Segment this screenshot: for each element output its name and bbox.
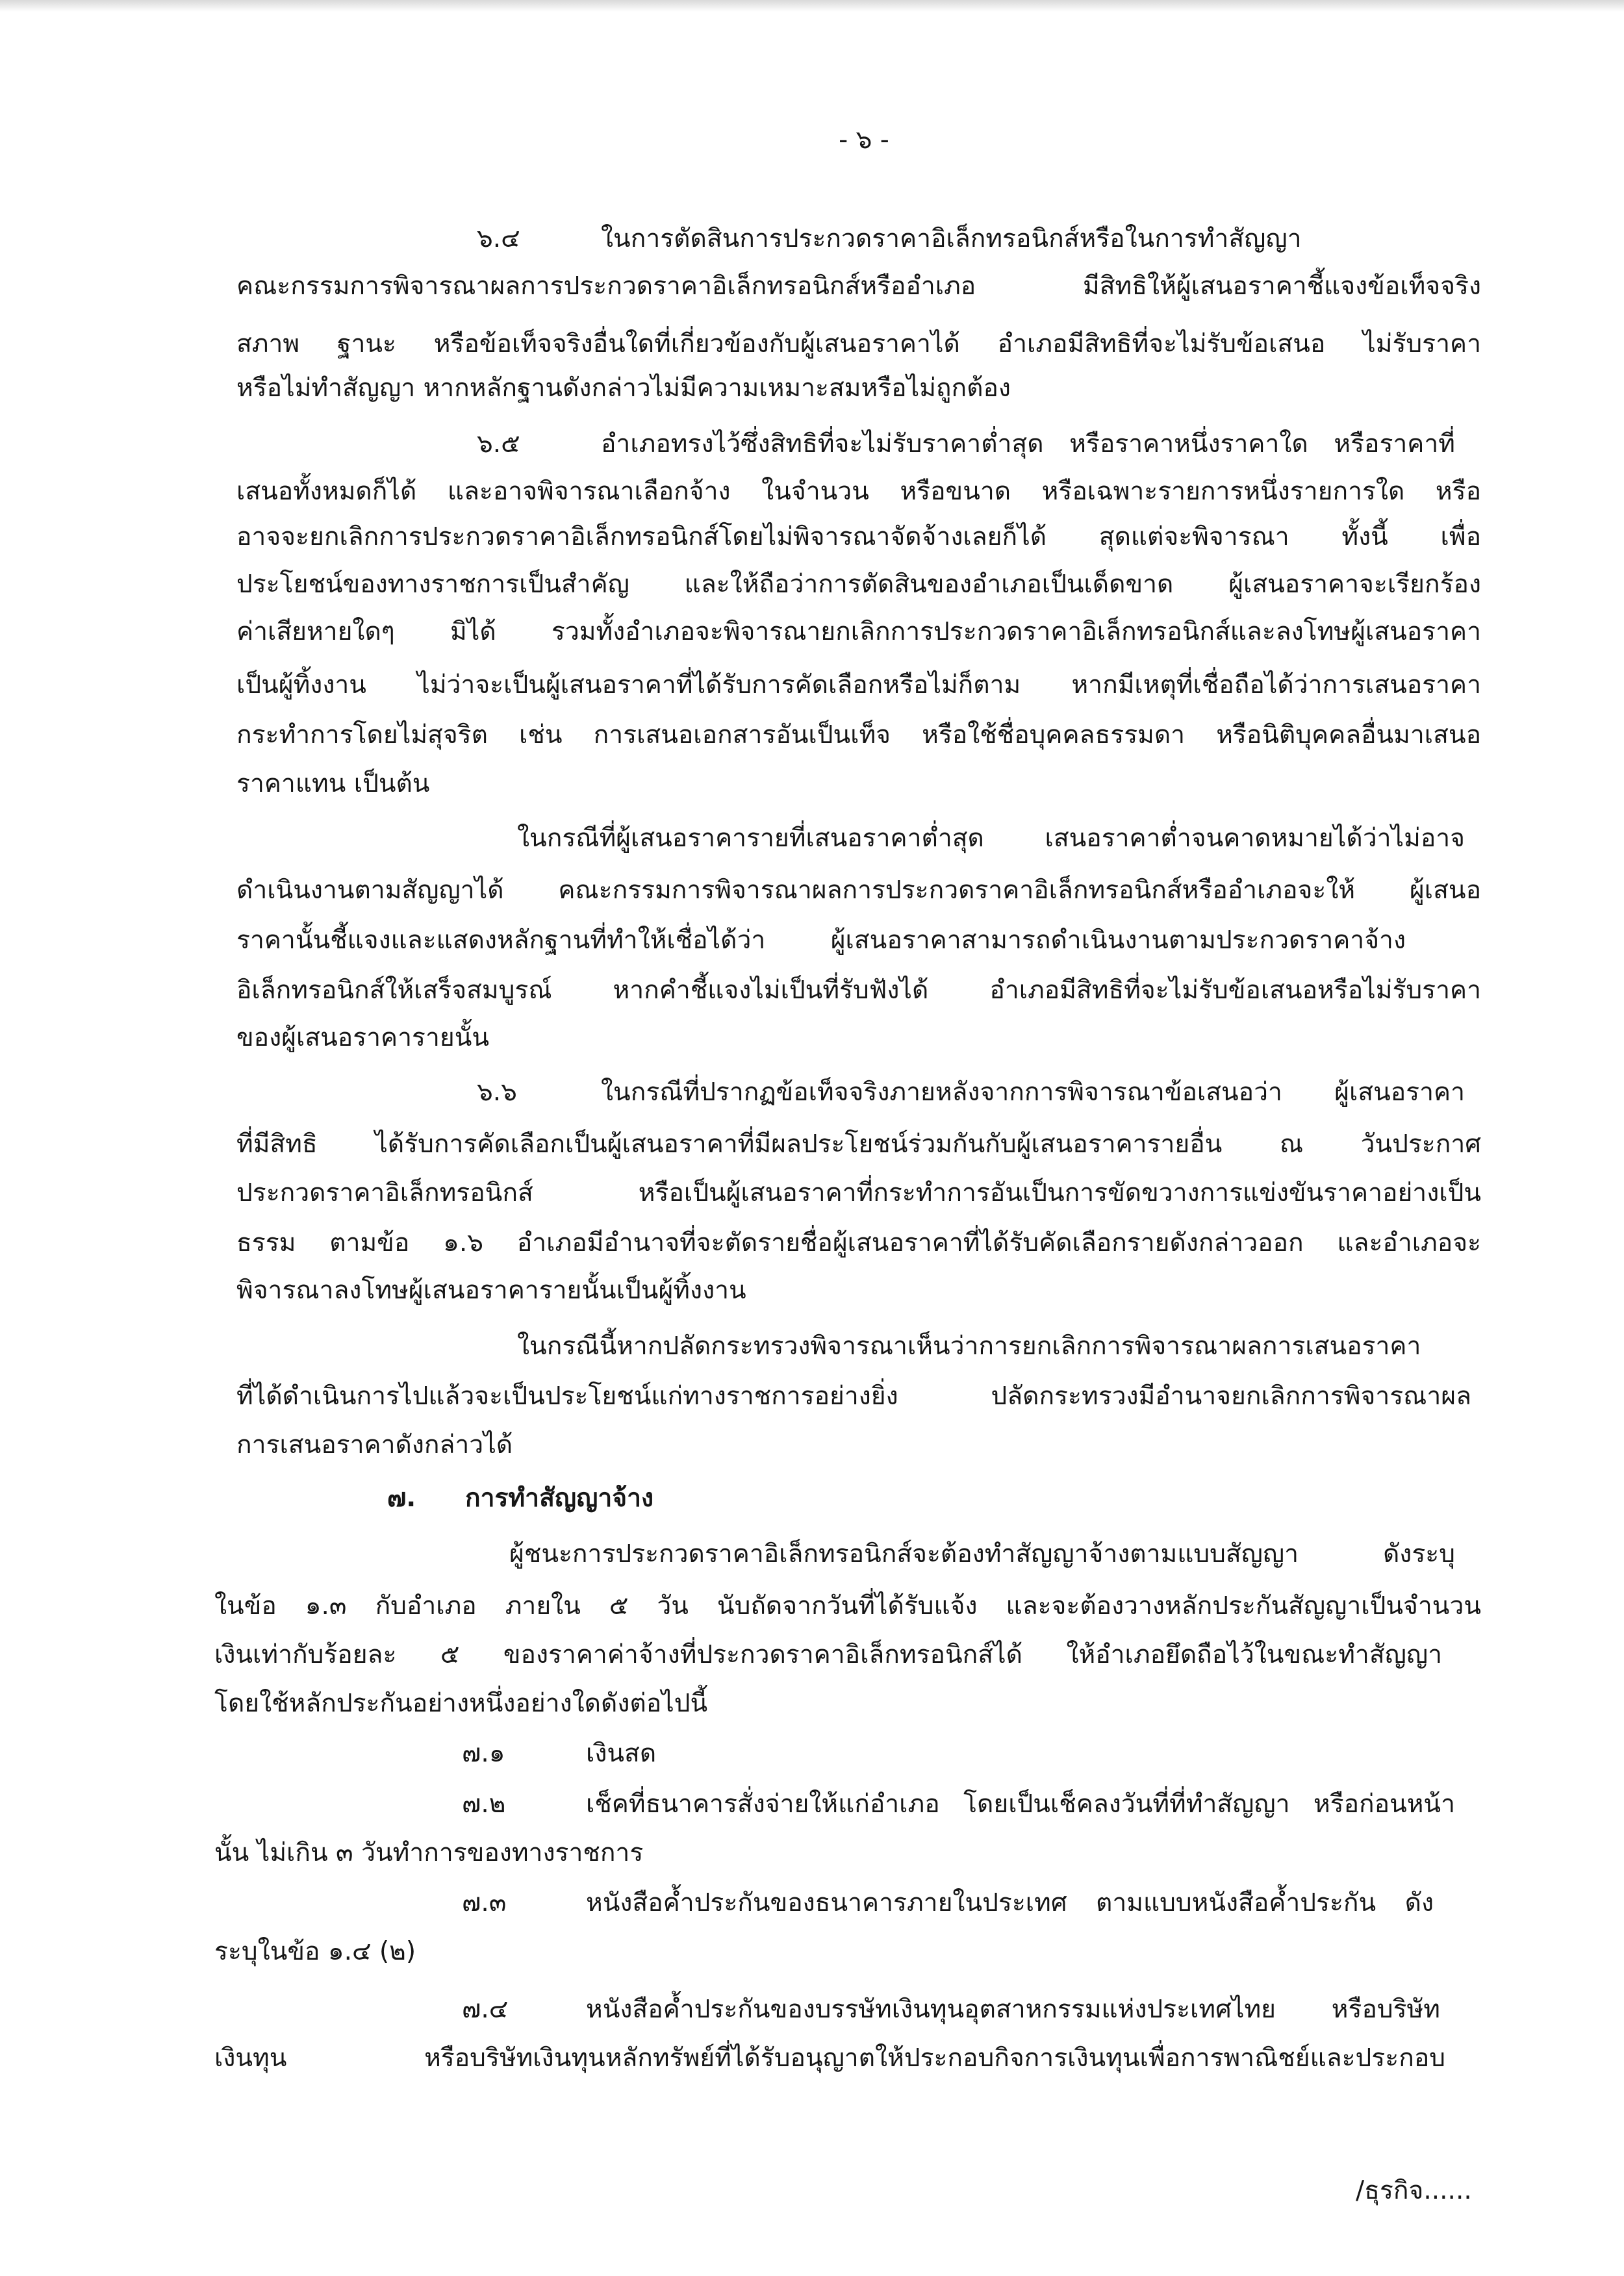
clause-7-3-line-1: หนังสือค้ำประกันของธนาคารภายในประเทศ ตามแบบหนังสือค้ำประกัน ดัง: [586, 1888, 1434, 1917]
clause-6-5-line-8: ราคาแทน เป็นต้น: [236, 769, 430, 798]
clause-6-6-line-1: ในกรณีที่ปรากฏข้อเท็จจริงภายหลังจากการพิจารณาข้อเสนอว่า ผู้เสนอราคา: [601, 1078, 1465, 1107]
clause-7-3-number: ๗.๓: [462, 1888, 507, 1917]
clause-7-2-line-1: เช็คที่ธนาคารสั่งจ่ายให้แก่อำเภอ โดยเป็นเช็คลงวันที่ที่ทำสัญญา หรือก่อนหน้า: [586, 1789, 1455, 1819]
clause-6-5-p2-line-3: ราคานั้นชี้แจงและแสดงหลักฐานที่ทำให้เชื่อได้ว่า ผู้เสนอราคาสามารถดำเนินงานตามประกวดราคาจ้าง: [236, 926, 1406, 955]
clause-6-6-number: ๖.๖: [477, 1078, 517, 1107]
clause-6-5-p2-line-5: ของผู้เสนอราคารายนั้น: [236, 1023, 490, 1052]
section-7-number: ๗.: [387, 1484, 416, 1513]
clause-6-4-line-3: สภาพ ฐานะ หรือข้อเท็จจริงอื่นใดที่เกี่ยวข้องกับผู้เสนอราคาได้ อำเภอมีสิทธิที่จะไม่รับข้อเสนอ ไม่รับราคา: [236, 329, 1481, 359]
section-7-line-4: โดยใช้หลักประกันอย่างหนึ่งอย่างใดดังต่อไปนี้: [214, 1689, 708, 1718]
clause-6-5-line-3: อาจจะยกเลิกการประกวดราคาอิเล็กทรอนิกส์โดยไม่พิจารณาจัดจ้างเลยก็ได้ สุดแต่จะพิจารณา ทั้งนี้ เพื่อ: [236, 522, 1481, 551]
clause-7-3-line-2: ระบุในข้อ ๑.๔ (๒): [214, 1937, 416, 1966]
clause-6-5-line-6: เป็นผู้ทิ้งงาน ไม่ว่าจะเป็นผู้เสนอราคาที่ได้รับการคัดเลือกหรือไม่ก็ตาม หากมีเหตุที่เชื่อถือได้ว่าการเสนอราคา: [236, 670, 1481, 700]
clause-6-4-line-1: ในการตัดสินการประกวดราคาอิเล็กทรอนิกส์หรือในการทำสัญญา: [601, 224, 1302, 253]
clause-6-5-line-2: เสนอทั้งหมดก็ได้ และอาจพิจารณาเลือกจ้าง ในจำนวน หรือขนาด หรือเฉพาะรายการหนึ่งรายการใด หรือ: [236, 477, 1481, 506]
clause-6-5-p2-line-2: ดำเนินงานตามสัญญาได้ คณะกรรมการพิจารณาผลการประกวดราคาอิเล็กทรอนิกส์หรืออำเภอจะให้ ผู้เสนอ: [236, 876, 1481, 905]
clause-6-6-line-5: พิจารณาลงโทษผู้เสนอราคารายนั้นเป็นผู้ทิ้งงาน: [236, 1276, 746, 1305]
section-7-line-3: เงินเท่ากับร้อยละ ๕ ของราคาค่าจ้างที่ประกวดราคาอิเล็กทรอนิกส์ได้ ให้อำเภอยึดถือไว้ในขณะทำสัญญา: [214, 1640, 1442, 1669]
clause-6-6-line-3: ประกวดราคาอิเล็กทรอนิกส์ หรือเป็นผู้เสนอราคาที่กระทำการอันเป็นการขัดขวางการแข่งขันราคาอย่างเป็น: [236, 1178, 1481, 1208]
clause-6-4-line-2: คณะกรรมการพิจารณาผลการประกวดราคาอิเล็กทรอนิกส์หรืออำเภอ มีสิทธิให้ผู้เสนอราคาชี้แจงข้อเท็จจริง: [236, 272, 1481, 301]
clause-6-5-line-7: กระทำการโดยไม่สุจริต เช่น การเสนอเอกสารอันเป็นเท็จ หรือใช้ชื่อบุคคลธรรมดา หรือนิติบุคคลอื่นมาเสนอ: [236, 720, 1481, 750]
clause-6-6-p2-line-2: ที่ได้ดำเนินการไปแล้วจะเป็นประโยชน์แก่ทางราชการอย่างยิ่ง ปลัดกระทรวงมีอำนาจยกเลิกการพิจารณาผล: [236, 1382, 1471, 1411]
clause-6-6-line-4: ธรรม ตามข้อ ๑.๖ อำเภอมีอำนาจที่จะตัดรายชื่อผู้เสนอราคาที่ได้รับคัดเลือกรายดังกล่าวออก และอำเภอจะ: [236, 1228, 1481, 1258]
clause-6-5-line-5: ค่าเสียหายใดๆ มิได้ รวมทั้งอำเภอจะพิจารณายกเลิกการประกวดราคาอิเล็กทรอนิกส์และลงโทษผู้เสนอราคา: [236, 617, 1481, 646]
continuation-marker: /ธุรกิจ......: [1356, 2176, 1472, 2205]
clause-7-4-line-1: หนังสือค้ำประกันของบรรษัทเงินทุนอุตสาหกรรมแห่งประเทศไทย หรือบริษัท: [586, 1995, 1440, 2024]
clause-7-1-number: ๗.๑: [462, 1739, 505, 1768]
clause-6-6-p2-line-3: การเสนอราคาดังกล่าวได้: [236, 1430, 513, 1460]
clause-6-4-number: ๖.๔: [477, 224, 520, 253]
clause-6-5-p2-line-4: อิเล็กทรอนิกส์ให้เสร็จสมบูรณ์ หากคำชี้แจงไม่เป็นที่รับฟังได้ อำเภอมีสิทธิที่จะไม่รับข้อเสนอหรือไม่รับราคา: [236, 976, 1481, 1005]
clause-7-2-number: ๗.๒: [462, 1789, 506, 1819]
section-7-line-1: ผู้ชนะการประกวดราคาอิเล็กทรอนิกส์จะต้องทำสัญญาจ้างตามแบบสัญญา ดังระบุ: [509, 1539, 1455, 1569]
clause-6-4-line-4: หรือไม่ทำสัญญา หากหลักฐานดังกล่าวไม่มีความเหมาะสมหรือไม่ถูกต้อง: [236, 373, 1011, 403]
page-number: - ๖ -: [839, 125, 889, 155]
clause-7-4-line-2: เงินทุน หรือบริษัทเงินทุนหลักทรัพย์ที่ได้รับอนุญาตให้ประกอบกิจการเงินทุนเพื่อการพาณิชย์และประกอบ: [214, 2043, 1445, 2073]
clause-6-5-p2-line-1: ในกรณีที่ผู้เสนอราคารายที่เสนอราคาต่ำสุด เสนอราคาต่ำจนคาดหมายได้ว่าไม่อาจ: [517, 824, 1465, 853]
clause-7-1-line-1: เงินสด: [586, 1739, 657, 1768]
section-7-title: การทำสัญญาจ้าง: [465, 1484, 654, 1513]
clause-6-6-p2-line-1: ในกรณีนี้หากปลัดกระทรวงพิจารณาเห็นว่าการยกเลิกการพิจารณาผลการเสนอราคา: [517, 1332, 1421, 1361]
clause-6-6-line-2: ที่มีสิทธิ ได้รับการคัดเลือกเป็นผู้เสนอราคาที่มีผลประโยชน์ร่วมกันกับผู้เสนอราคารายอื่น ณ วันประกาศ: [236, 1130, 1481, 1159]
clause-7-2-line-2: นั้น ไม่เกิน ๓ วันทำการของทางราชการ: [214, 1838, 644, 1867]
clause-6-5-line-4: ประโยชน์ของทางราชการเป็นสำคัญ และให้ถือว่าการตัดสินของอำเภอเป็นเด็ดขาด ผู้เสนอราคาจะเรียกร้อง: [236, 570, 1481, 599]
section-7-line-2: ในข้อ ๑.๓ กับอำเภอ ภายใน ๕ วัน นับถัดจากวันที่ได้รับแจ้ง และจะต้องวางหลักประกันสัญญาเป็นจำนวน: [214, 1591, 1481, 1621]
clause-7-4-number: ๗.๔: [462, 1995, 509, 2024]
scan-edge: [0, 0, 1624, 12]
clause-6-5-number: ๖.๕: [477, 429, 520, 459]
clause-6-5-line-1: อำเภอทรงไว้ซึ่งสิทธิที่จะไม่รับราคาต่ำสุด หรือราคาหนึ่งราคาใด หรือราคาที่: [601, 429, 1455, 459]
